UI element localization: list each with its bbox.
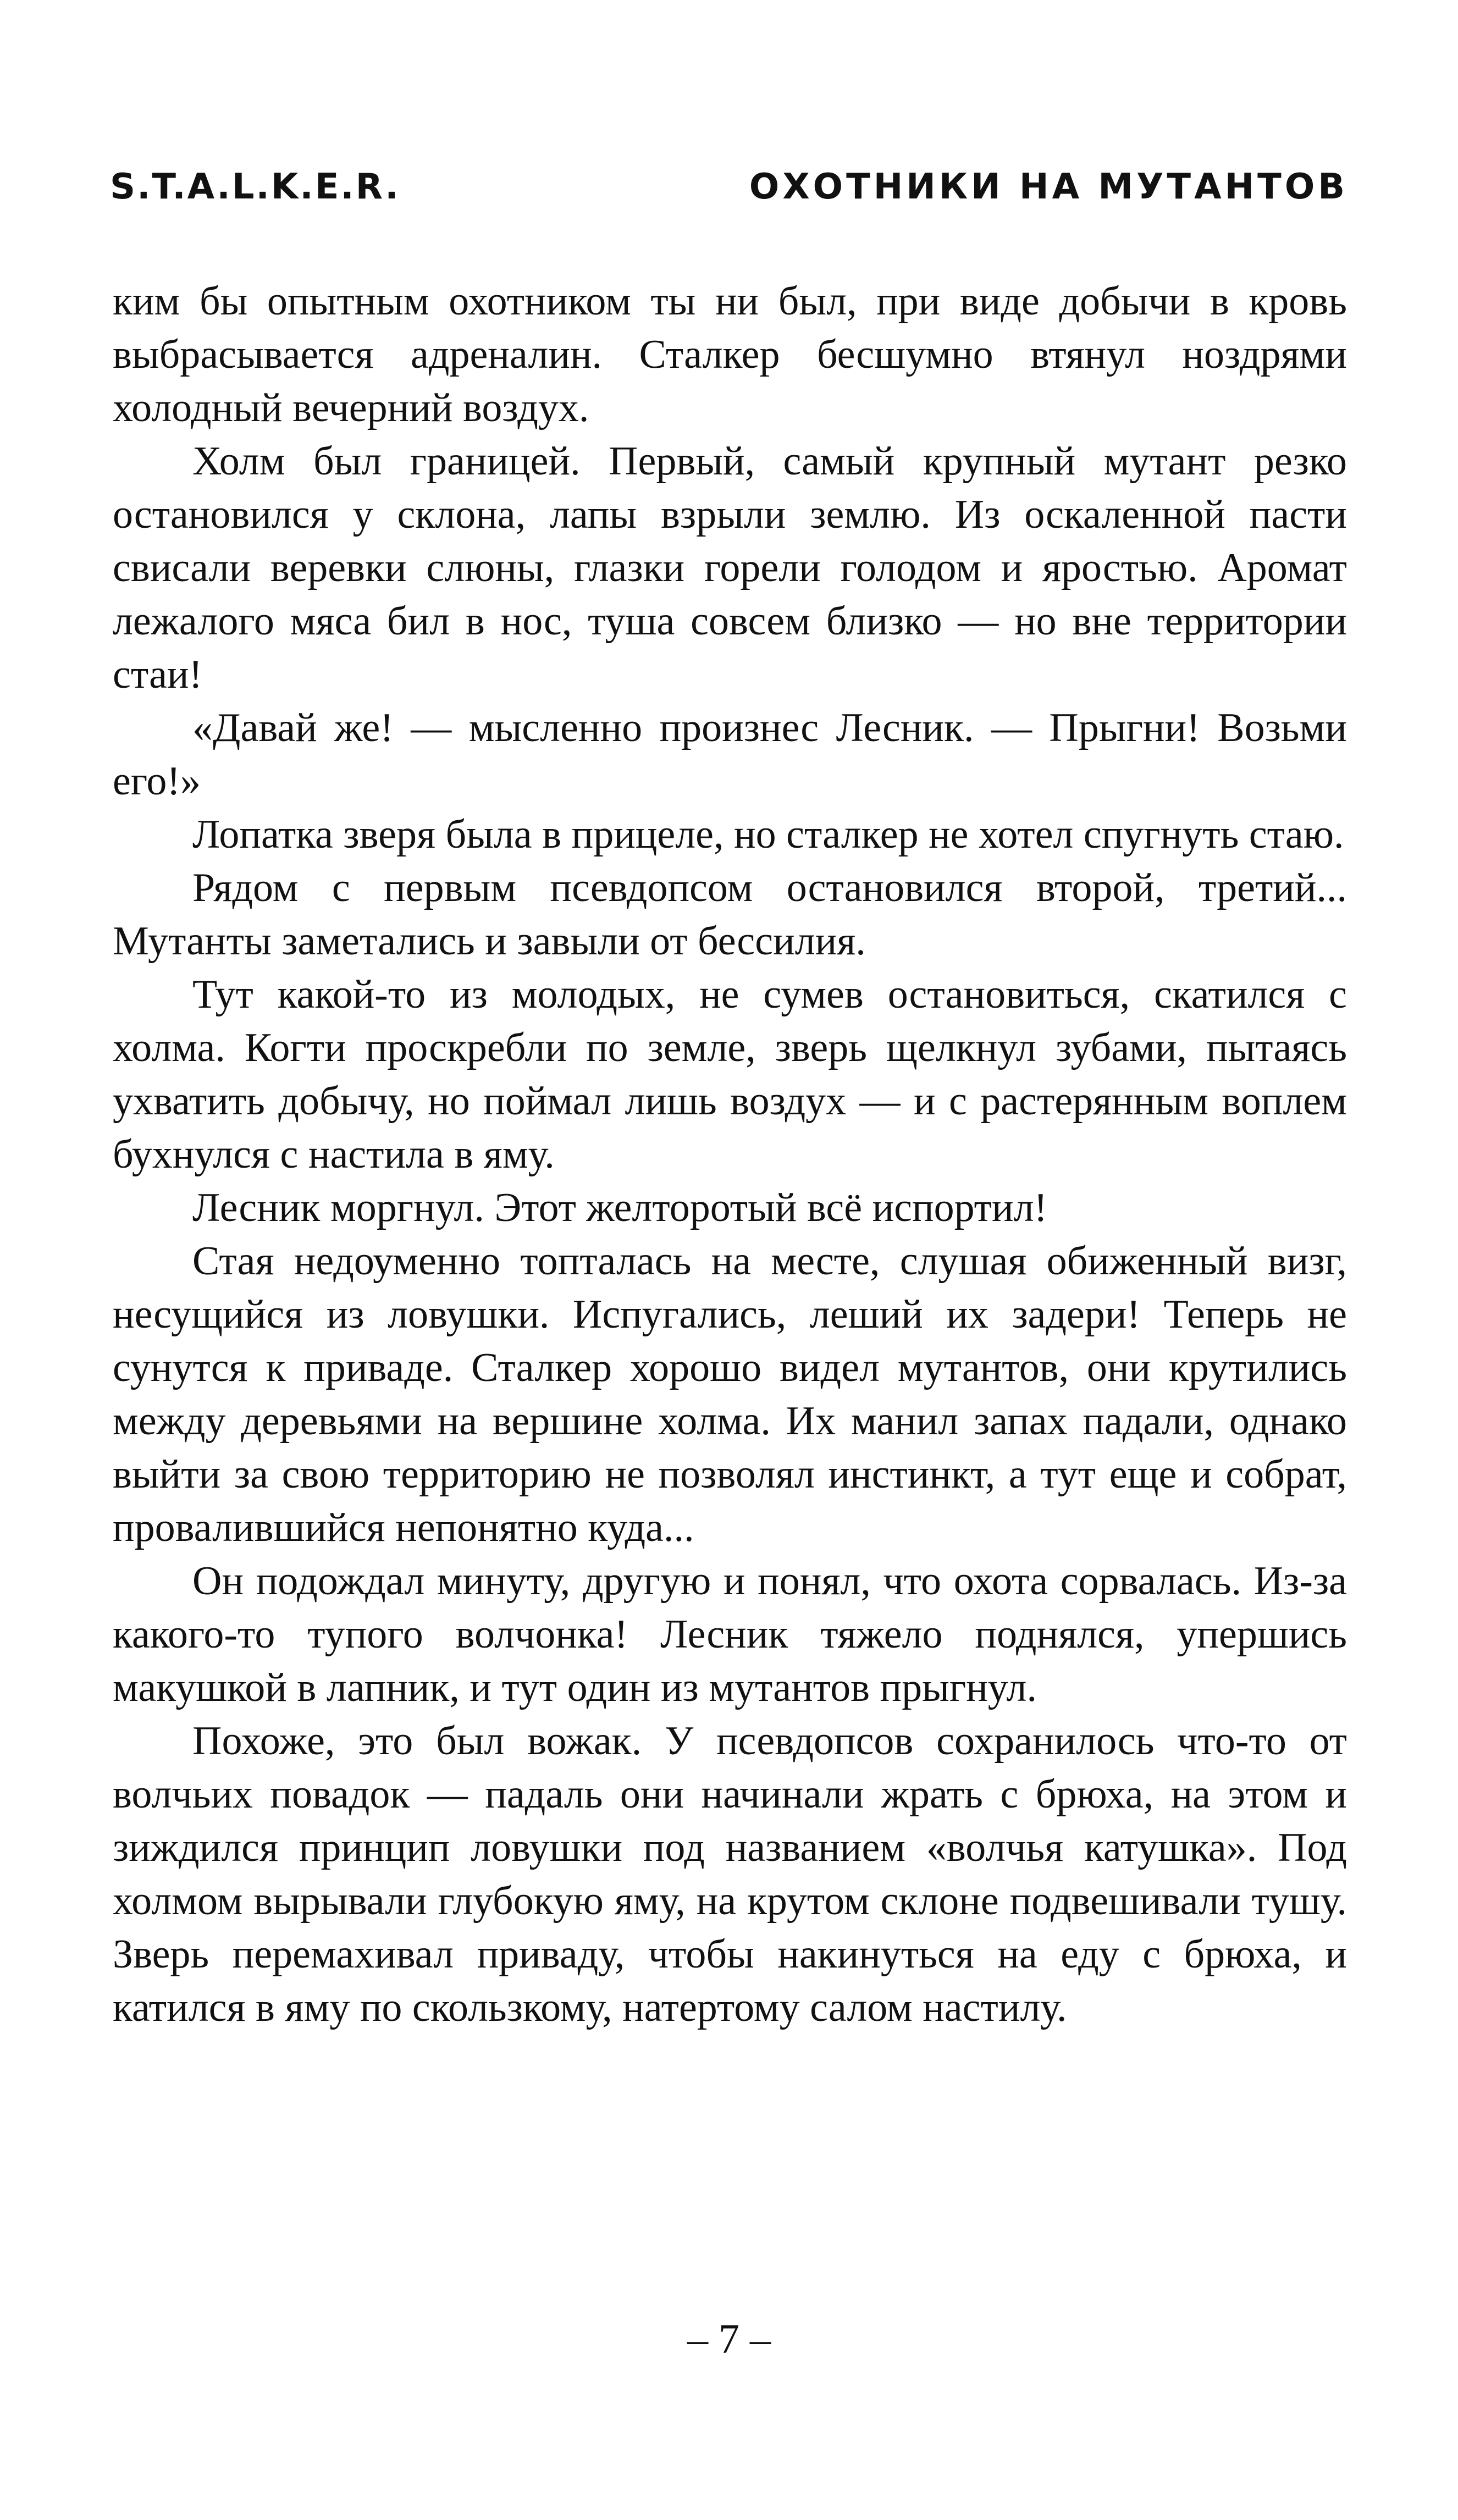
paragraph: Похоже, это был вожак. У псевдопсов сохранилось что-то от волчьих повадок — падаль они начинали жрать с брюха, на этом и зиждился принцип ловушки под названием «волчья катушка». Под холмом вырывали глубокую яму, на крутом склоне подвешивали тушу. Зверь перемахивал приваду, чтобы накинуться на еду с брюха, и катился в яму по скользкому, натертому салом настилу. <box>113 1718 1347 2030</box>
paragraph: Лопатка зверя была в прицеле, но сталкер не хотел спугнуть стаю. <box>192 812 1344 857</box>
paragraph: «Давай же! — мысленно произнес Лесник. — Прыгни! Возьми его!» <box>113 705 1347 804</box>
book-title: ОХОТНИКИ НА МУТАНТОВ <box>749 167 1348 207</box>
paragraph: Стая недоуменно топталась на месте, слушая обиженный визг, несущийся из ловушки. Испугались, леший их задери! Теперь не сунутся к приваде. Сталкер хорошо видел мутантов, они крутились между деревьями на вершине холма. Их манил запах падали, однако выйти за свою территорию не позволял инстинкт, а тут еще и собрат, провалившийся непонятно куда... <box>113 1239 1347 1550</box>
paragraph: Рядом с первым псевдопсом остановился второй, третий... Мутанты заметались и завыли от бессилия. <box>113 865 1347 964</box>
paragraph: Тут какой-то из молодых, не сумев остановиться, скатился с холма. Когти проскребли по земле, зверь щелкнул зубами, пытаясь ухватить добычу, но поймал лишь воздух — и с растерянным воплем бухнулся с настила в яму. <box>113 972 1347 1177</box>
running-head <box>110 165 1348 209</box>
series-title: S.T.A.L.K.E.R. <box>110 167 400 207</box>
paragraph: Лесник моргнул. Этот желторотый всё испортил! <box>192 1185 1048 1230</box>
body-text <box>113 275 1347 2035</box>
paragraph: Холм был границей. Первый, самый крупный мутант резко остановился у склона, лапы взрыли землю. Из оскаленной пасти свисали веревки слюны, глазки горели голодом и яростью. Аромат лежалого мяса бил в нос, туша совсем близко — но вне территории стаи! <box>113 439 1347 697</box>
paragraph: ким бы опытным охотником ты ни был, при виде добычи в кровь выбрасывается адреналин. Сталкер бесшумно втянул ноздрями холодный вечерний воздух. <box>113 279 1347 430</box>
page-number: – 7 – <box>687 2316 771 2362</box>
paragraph: Он подождал минуту, другую и понял, что охота сорвалась. Из-за какого-то тупого волчонка! Лесник тяжело поднялся, упершись макушкой в лапник, и тут один из мутантов прыгнул. <box>113 1559 1347 1710</box>
